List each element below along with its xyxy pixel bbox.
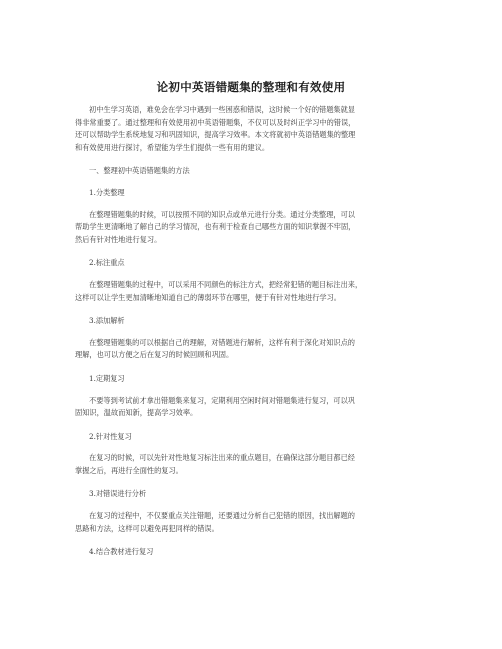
item-line: 思路和方法，这样可以避免再犯同样的错误。: [75, 523, 219, 533]
item-paragraph: [75, 209, 435, 247]
section-heading: 一、整理初中英语错题集的方法: [89, 166, 190, 176]
item-line: 理解，也可以方便之后在复习的时候回顾和巩固。: [75, 350, 234, 360]
item-heading: 3.添加解析: [89, 316, 125, 326]
item-line: 掌握之后，再进行全面性的复习。: [75, 465, 183, 475]
item-paragraph: [75, 279, 435, 304]
item-line: 在整理错题集的过程中，可以采用不同颜色的标注方式，把经常犯错的题目标注出来，: [89, 279, 363, 289]
item-paragraph: [75, 510, 435, 535]
item-line: 不要等到考试前才拿出错题集来复习，定期利用空闲时间对错题集进行复习，可以巩: [89, 395, 355, 405]
item-line: 在整理错题集的时候，可以按照不同的知识点或单元进行分类。通过分类整理，可以: [89, 209, 355, 219]
item-heading: 1.分类整理: [89, 187, 125, 197]
item-heading: 2.标注重点: [89, 258, 125, 268]
item-paragraph: [75, 395, 435, 420]
item-line: 然后有针对性地进行复习。: [75, 234, 162, 244]
item-heading: 3.对错误进行分析: [89, 489, 147, 499]
item-line: 在复习的过程中，不仅要重点关注错题，还要通过分析自己犯错的原因，找出解题的: [89, 511, 355, 521]
document-body: [75, 104, 435, 559]
intro-line: 和有效使用进行探讨，希望能为学生们提供一些有用的建议。: [75, 142, 270, 152]
item-paragraph: [75, 452, 435, 477]
intro-paragraph: [75, 104, 435, 154]
item-heading: 1.定期复习: [89, 373, 125, 383]
item-line: 固知识，温故而知新，提高学习效率。: [75, 408, 198, 418]
item-paragraph: [75, 337, 435, 362]
item-line: 帮助学生更清晰地了解自己的学习情况，也有利于检查自己哪些方面的知识掌握不牢固，: [75, 222, 356, 232]
item-heading: 4.结合教材进行复习: [89, 547, 154, 557]
item-line: 这样可以让学生更加清晰地知道自己的薄弱环节在哪里，便于有针对性地进行学习。: [75, 292, 341, 302]
item-line: 在整理错题集的可以根据自己的理解，对错题进行解析，这样有利于深化对知识点的: [89, 337, 355, 347]
intro-line: 还可以帮助学生系统地复习和巩固知识，提高学习效率。本文将就初中英语错题集的整理: [75, 130, 356, 140]
document-title: 论初中英语错题集的整理和有效使用: [156, 80, 346, 94]
intro-line: 初中生学习英语，难免会在学习中遇到一些困惑和错误，这时候一个好的错题集就显: [89, 105, 355, 114]
item-line: 在复习的时候，可以先针对性地复习标注出来的重点题目，在确保这部分题目都已经: [89, 453, 355, 463]
item-heading: 2.针对性复习: [89, 431, 132, 441]
intro-line: 得非常重要了。通过整理和有效使用初中英语错题集，不仅可以及时纠正学习中的错误，: [75, 117, 356, 127]
